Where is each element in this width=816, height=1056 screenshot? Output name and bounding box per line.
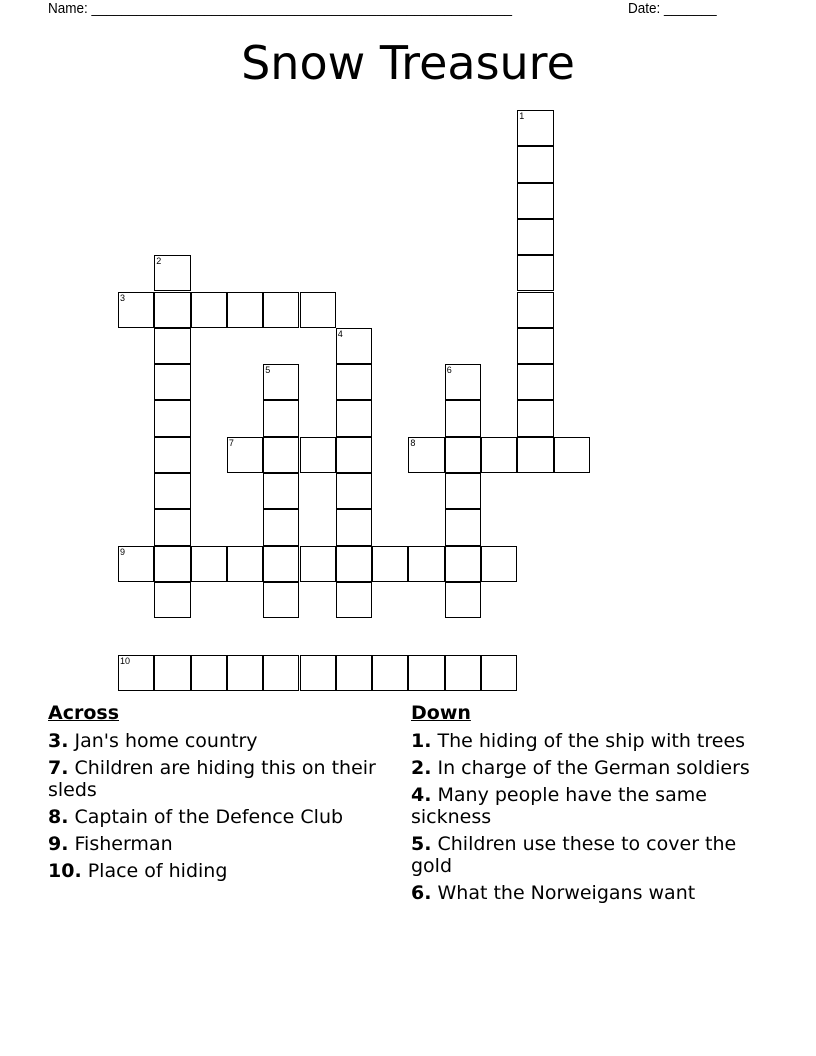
grid-cell[interactable] (336, 473, 372, 509)
grid-cell[interactable] (191, 655, 227, 691)
grid-cell[interactable] (408, 437, 444, 473)
cell-number: 7 (228, 437, 234, 448)
grid-cell[interactable] (517, 400, 553, 436)
grid-cell[interactable] (336, 509, 372, 545)
grid-cell[interactable] (408, 546, 444, 582)
clue-number: 1. (411, 730, 432, 752)
clue-number: 2. (411, 757, 432, 779)
grid-cell[interactable] (517, 183, 553, 219)
grid-cell[interactable] (517, 292, 553, 328)
clue-number: 7. (48, 757, 69, 779)
down-clue (411, 833, 751, 877)
clue-text: What the Norweigans want (437, 882, 696, 904)
clue-number: 5. (411, 833, 432, 855)
grid-cell[interactable] (300, 292, 336, 328)
across-clue (48, 806, 408, 828)
grid-cell[interactable] (517, 364, 553, 400)
grid-cell[interactable] (445, 655, 481, 691)
clue-text: Many people have the same sickness (411, 784, 707, 828)
name-field: Name: ________________________________________________________ (48, 0, 512, 17)
cell-number: 6 (446, 365, 452, 376)
cell-number: 5 (265, 365, 271, 376)
grid-cell[interactable] (118, 655, 154, 691)
date-field: Date: _______ (628, 0, 717, 17)
grid-cell[interactable] (300, 437, 336, 473)
grid-cell[interactable] (336, 546, 372, 582)
grid-cell[interactable] (336, 582, 372, 618)
grid-cell[interactable] (336, 400, 372, 436)
grid-cell[interactable] (154, 582, 190, 618)
grid-cell[interactable] (263, 582, 299, 618)
clue-text: Jan's home country (74, 730, 258, 752)
grid-cell[interactable] (154, 473, 190, 509)
clue-number: 4. (411, 784, 432, 806)
grid-cell[interactable] (263, 437, 299, 473)
grid-cell[interactable] (372, 546, 408, 582)
across-heading: Across (48, 702, 120, 724)
grid-cell[interactable] (445, 546, 481, 582)
down-heading: Down (411, 702, 471, 724)
clue-number: 10. (48, 860, 82, 882)
grid-cell[interactable] (336, 437, 372, 473)
clue-text: Place of hiding (87, 860, 228, 882)
grid-cell[interactable] (263, 364, 299, 400)
down-clue (411, 730, 751, 752)
down-clues (411, 702, 751, 909)
grid-cell[interactable] (263, 655, 299, 691)
clue-text: Fisherman (74, 833, 173, 855)
cell-number: 1 (519, 111, 525, 121)
grid-cell[interactable] (481, 437, 517, 473)
grid-cell[interactable] (227, 655, 263, 691)
grid-cell[interactable] (445, 473, 481, 509)
clue-text: Children are hiding this on their sleds (48, 757, 376, 801)
clue-text: In charge of the German soldiers (437, 757, 750, 779)
grid-cell[interactable] (445, 437, 481, 473)
across-clues (48, 702, 408, 887)
cell-number: 2 (156, 256, 162, 267)
grid-cell[interactable] (227, 546, 263, 582)
grid-cell[interactable] (118, 546, 154, 582)
grid-cell[interactable] (154, 400, 190, 436)
cell-number: 9 (120, 546, 126, 557)
across-clue (48, 757, 408, 801)
grid-cell[interactable] (154, 255, 190, 291)
grid-cell[interactable] (263, 400, 299, 436)
clue-text: Captain of the Defence Club (74, 806, 344, 828)
grid-cell[interactable] (227, 437, 263, 473)
grid-cell[interactable] (372, 655, 408, 691)
clue-text: The hiding of the ship with trees (437, 730, 746, 752)
grid-cell[interactable] (263, 546, 299, 582)
cell-number: 3 (120, 292, 126, 303)
grid-cell[interactable] (517, 328, 553, 364)
cell-number: 8 (410, 437, 416, 448)
clue-number: 3. (48, 730, 69, 752)
grid-cell[interactable] (445, 364, 481, 400)
grid-cell[interactable] (263, 473, 299, 509)
grid-cell[interactable] (263, 292, 299, 328)
grid-cell[interactable] (445, 509, 481, 545)
grid-cell[interactable] (517, 110, 553, 146)
clue-number: 9. (48, 833, 69, 855)
grid-cell[interactable] (481, 655, 517, 691)
grid-cell[interactable] (300, 655, 336, 691)
down-clue (411, 784, 751, 828)
grid-cell[interactable] (154, 509, 190, 545)
grid-cell[interactable] (445, 582, 481, 618)
cell-number: 10 (120, 655, 131, 666)
grid-cell[interactable] (481, 546, 517, 582)
grid-cell[interactable] (408, 655, 444, 691)
grid-cell[interactable] (517, 437, 553, 473)
grid-cell[interactable] (336, 655, 372, 691)
clue-number: 8. (48, 806, 69, 828)
grid-cell[interactable] (517, 146, 553, 182)
down-clue (411, 757, 751, 779)
clue-number: 6. (411, 882, 432, 904)
grid-cell[interactable] (154, 292, 190, 328)
clue-text: Children use these to cover the gold (411, 833, 737, 877)
grid-cell[interactable] (154, 328, 190, 364)
grid-cell[interactable] (263, 509, 299, 545)
grid-cell[interactable] (300, 546, 336, 582)
cell-number: 4 (337, 328, 343, 339)
grid-cell[interactable] (154, 546, 190, 582)
grid-cell[interactable] (517, 255, 553, 291)
across-clue (48, 860, 408, 882)
grid-cell[interactable] (517, 219, 553, 255)
grid-cell[interactable] (227, 292, 263, 328)
grid-cell[interactable] (336, 328, 372, 364)
down-clue (411, 882, 751, 904)
grid-cell[interactable] (154, 437, 190, 473)
across-clue (48, 833, 408, 855)
page-title: Snow Treasure (241, 36, 575, 90)
grid-cell[interactable] (118, 292, 154, 328)
across-clue (48, 730, 408, 752)
grid-cell[interactable] (154, 655, 190, 691)
grid-cell[interactable] (445, 400, 481, 436)
grid-cell[interactable] (154, 364, 190, 400)
grid-cell[interactable] (191, 292, 227, 328)
grid-cell[interactable] (554, 437, 590, 473)
grid-cell[interactable] (336, 364, 372, 400)
grid-cell[interactable] (191, 546, 227, 582)
